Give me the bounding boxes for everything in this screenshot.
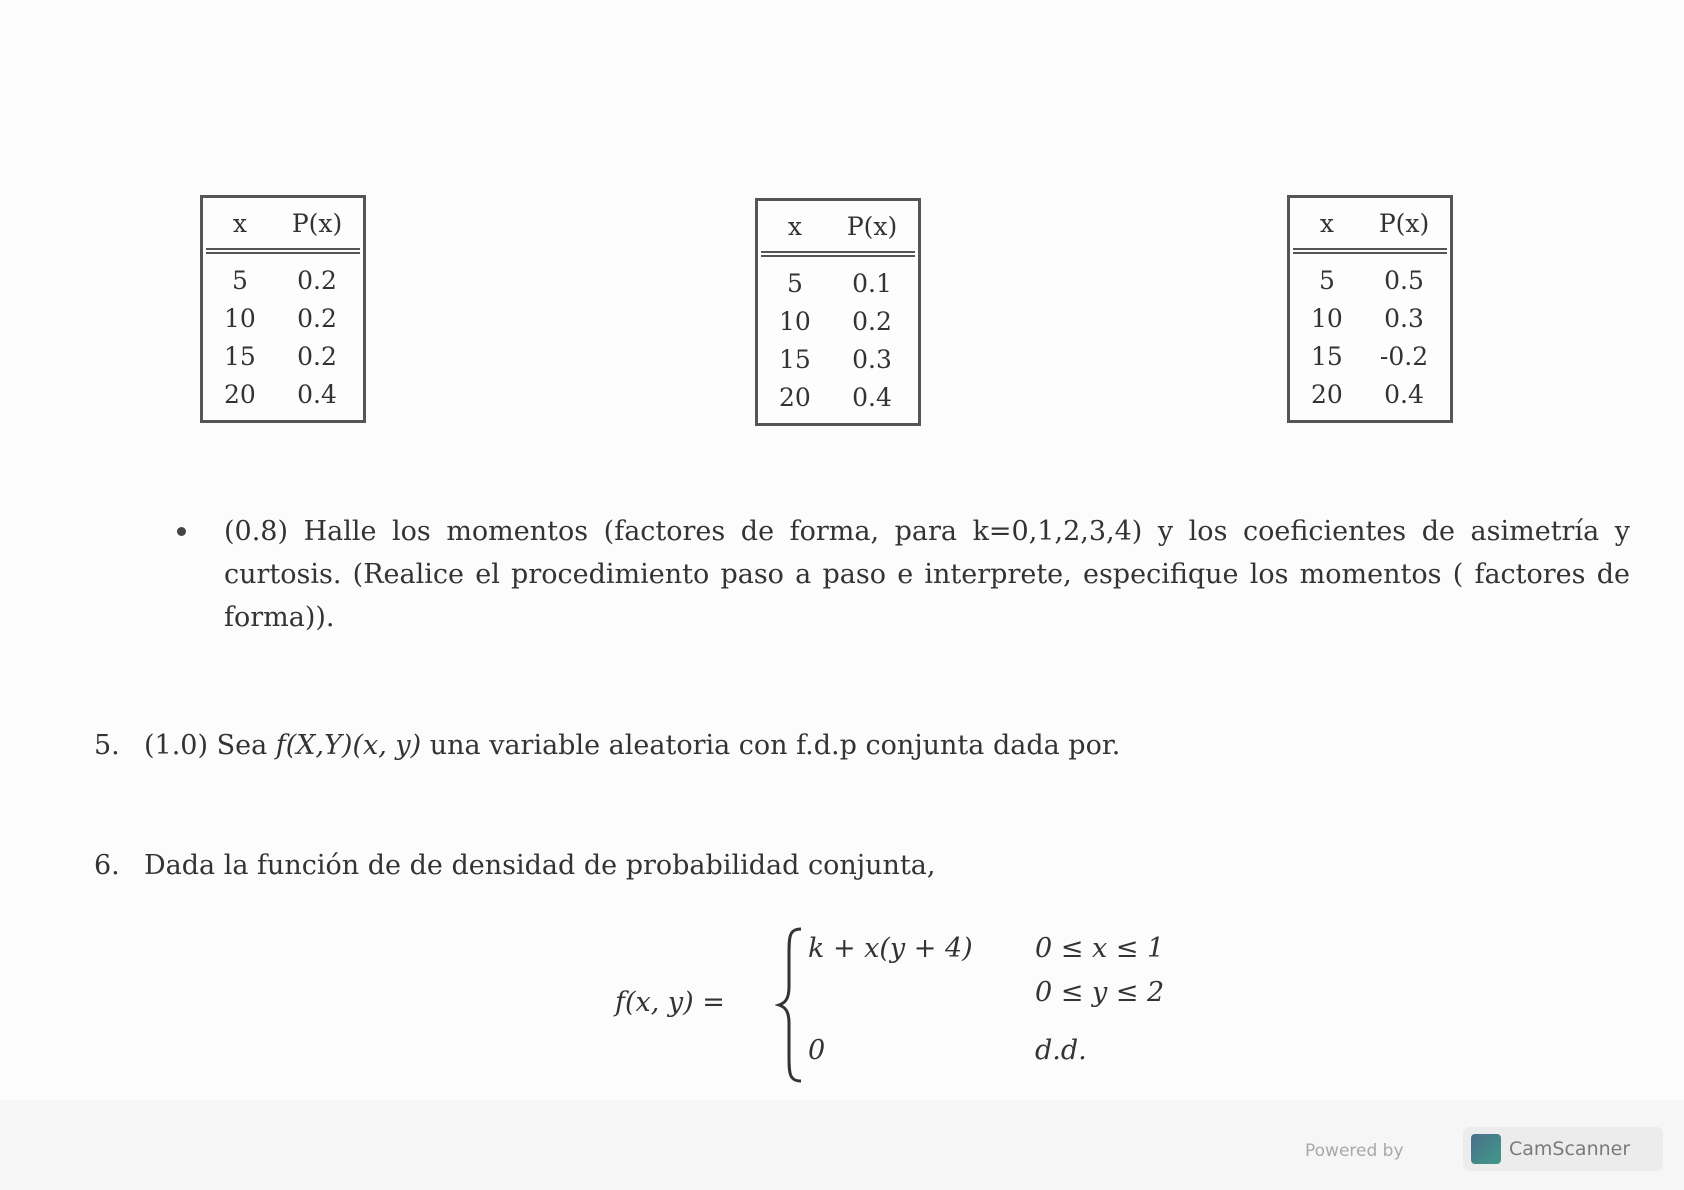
bullet-dot-icon: [177, 527, 186, 536]
table-cell-x: 20: [224, 380, 256, 409]
formula-case2-cond: d.d.: [1035, 1035, 1087, 1066]
left-brace-icon: [775, 925, 805, 1085]
formula-case1-expr: k + x(y + 4): [808, 933, 973, 964]
formula-case1-cond2: 0 ≤ y ≤ 2: [1035, 977, 1165, 1008]
bullet-text: (0.8) Halle los momentos (factores de forma, para k=0,1,2,3,4) y los coeficientes de asimetría y curtosis. (Realice el procedimiento paso a paso e interprete, especifique los momentos ( factores de forma)).: [224, 516, 1630, 633]
table-cell-px: 0.4: [297, 380, 337, 409]
problem-6: [94, 850, 935, 881]
table-cell-px: 0.2: [297, 266, 337, 295]
table-cell-x: 10: [1311, 304, 1343, 333]
camscanner-logo-icon: [1471, 1134, 1501, 1164]
table-header-px: P(x): [1361, 201, 1447, 251]
table-row: [761, 340, 915, 378]
table-cell-x: 5: [231, 266, 248, 295]
problem-number: 5.: [94, 730, 120, 761]
table-cell-x: 20: [1311, 380, 1343, 409]
table-cell-px: 0.5: [1384, 266, 1424, 295]
table-cell-px: 0.1: [852, 269, 892, 298]
table-row: [1293, 375, 1447, 417]
table-row: [761, 254, 915, 302]
probability-table-2: [755, 198, 921, 426]
table-cell-x: 10: [224, 304, 256, 333]
table-header-x: x: [761, 204, 829, 254]
table-cell-x: 15: [1311, 342, 1343, 371]
table-cell-x: 5: [786, 269, 803, 298]
table-cell-x: 15: [779, 345, 811, 374]
problem-suffix: una variable aleatoria con f.d.p conjunta dada por.: [421, 730, 1121, 761]
powered-by-label: Powered by: [1305, 1141, 1404, 1161]
formula-lhs: f(x, y) =: [615, 987, 725, 1018]
table-row: [761, 378, 915, 420]
piecewise-density-formula: [615, 925, 1215, 1085]
table-cell-px: 0.3: [852, 345, 892, 374]
bullet-item-moments: [190, 510, 1630, 639]
table-cell-x: 20: [779, 383, 811, 412]
table-cell-px: 0.2: [852, 307, 892, 336]
table-row: [206, 299, 360, 337]
formula-case2-expr: 0: [808, 1035, 826, 1066]
probability-table-1: [200, 195, 366, 423]
table-row: [206, 375, 360, 417]
table-row: [206, 251, 360, 299]
table-cell-px: 0.2: [297, 342, 337, 371]
table-row: [761, 302, 915, 340]
table-row: [1293, 251, 1447, 299]
problem-5: [94, 730, 1120, 761]
problem-math: f(X,Y)(x, y): [275, 730, 422, 761]
footer-strip: [0, 1100, 1684, 1190]
table-cell-px: 0.3: [1384, 304, 1424, 333]
table-header-x: x: [206, 201, 274, 251]
table-header-px: P(x): [829, 204, 915, 254]
table-row: [1293, 337, 1447, 375]
table-cell-x: 15: [224, 342, 256, 371]
table-cell-px: -0.2: [1379, 342, 1429, 371]
table-cell-x: 10: [779, 307, 811, 336]
table-cell-px: 0.2: [297, 304, 337, 333]
table-header-x: x: [1293, 201, 1361, 251]
table-cell-x: 5: [1318, 266, 1335, 295]
table-row: [206, 337, 360, 375]
camscanner-badge: [1463, 1127, 1663, 1171]
camscanner-brand: CamScanner: [1509, 1138, 1631, 1160]
formula-case1-cond1: 0 ≤ x ≤ 1: [1035, 933, 1165, 964]
table-row: [1293, 299, 1447, 337]
problem-prefix: (1.0) Sea: [144, 730, 276, 761]
problem-number: 6.: [94, 850, 120, 881]
problem-prefix: Dada la función de de densidad de probabilidad conjunta,: [144, 850, 936, 881]
table-cell-px: 0.4: [852, 383, 892, 412]
probability-table-3: [1287, 195, 1453, 423]
table-cell-px: 0.4: [1384, 380, 1424, 409]
table-header-px: P(x): [274, 201, 360, 251]
